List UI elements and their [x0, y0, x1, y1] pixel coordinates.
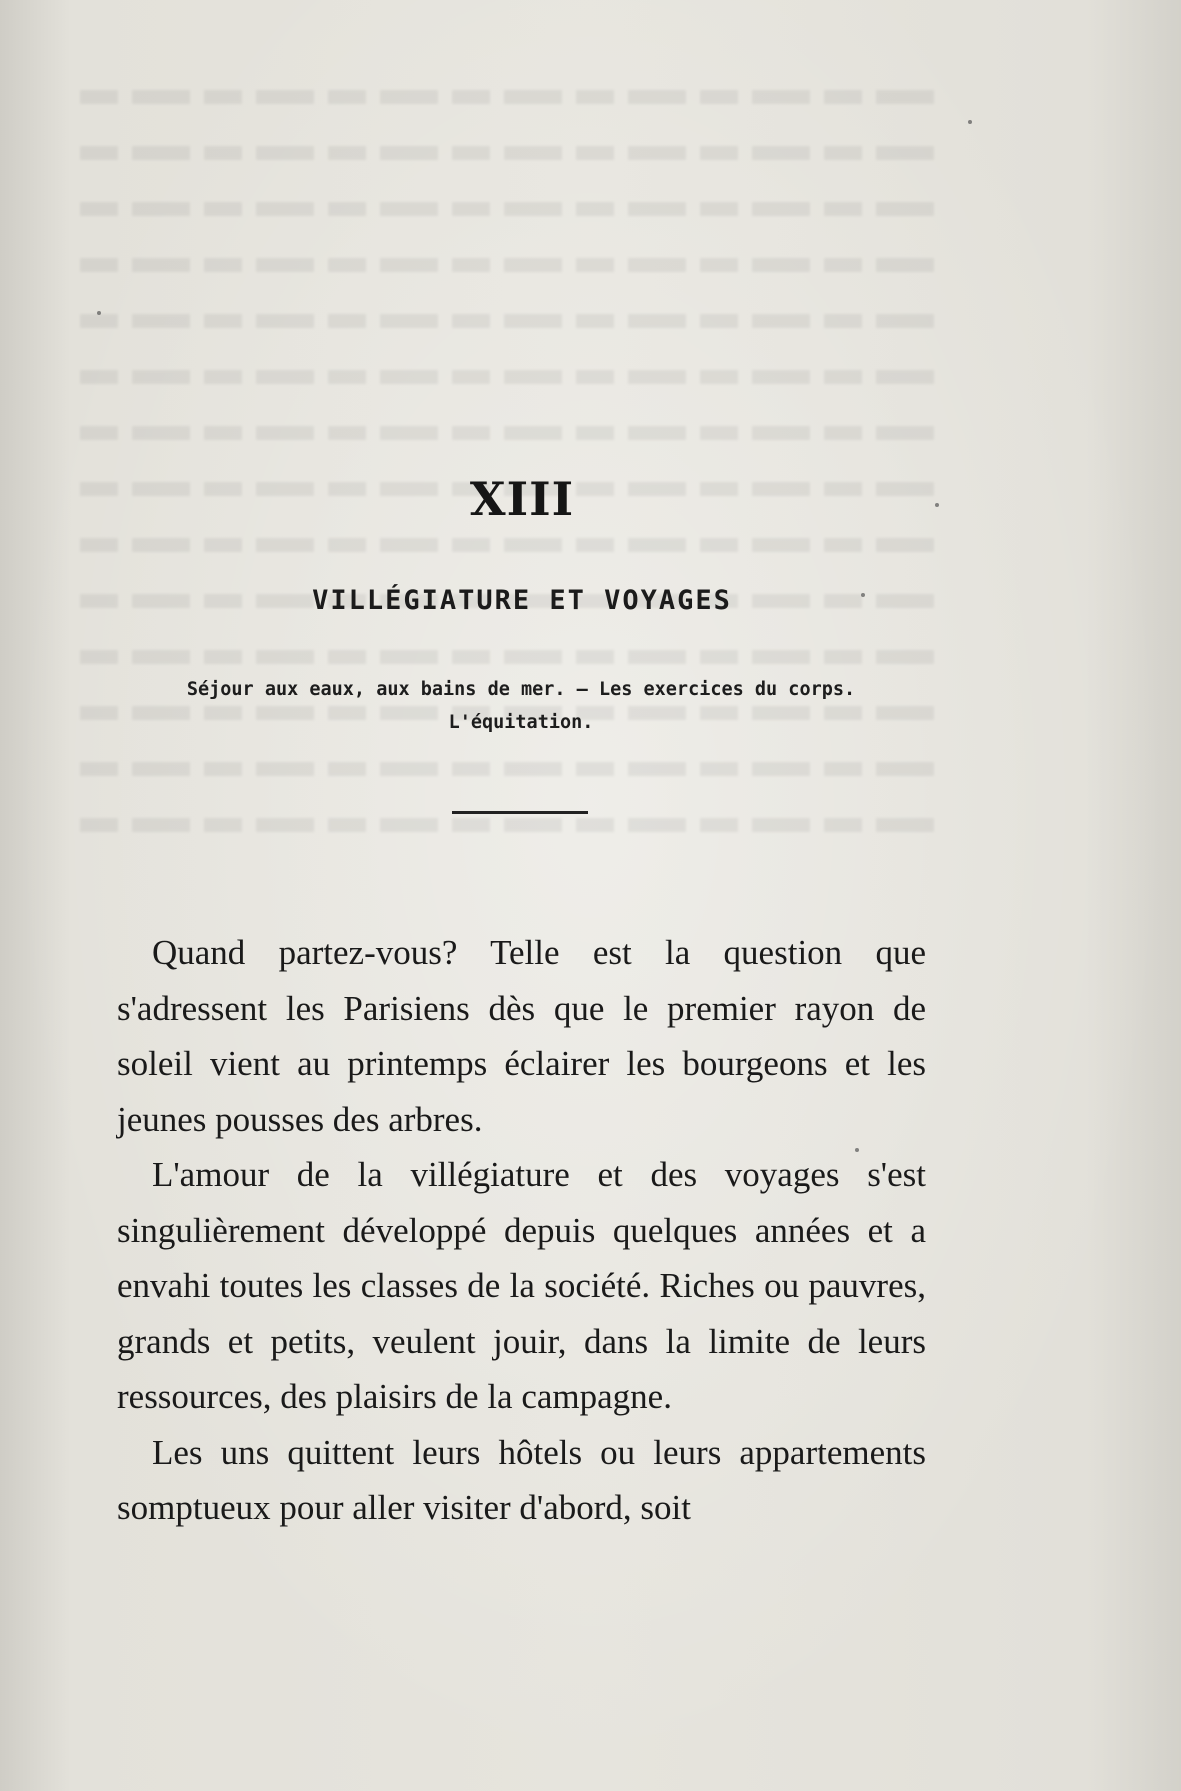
- paragraph: Quand partez-vous? Telle est la question que s'adressent les Parisiens dès que le premier rayon de soleil vient au printemps éclairer les bourgeons et les jeunes pousses des arbres.: [117, 933, 926, 1139]
- paragraph: L'amour de la villégiature et des voyages s'est singulièrement développé depuis quelques années et a envahi toutes les classes de la société. Riches ou pauvres, grands et petits, veulent jouir, dans la limite de leurs ressources, des plaisirs de la campagne.: [117, 1155, 926, 1416]
- section-divider: [452, 811, 588, 814]
- paper-speck: [861, 593, 865, 597]
- body-text: [117, 925, 926, 1536]
- paper-speck: [97, 311, 101, 315]
- paper-speck: [855, 1148, 859, 1152]
- paragraph: Les uns quittent leurs hôtels ou leurs appartements somptueux pour aller visiter d'abord, soit: [117, 1432, 926, 1527]
- chapter-title: VILLÉGIATURE ET VOYAGES: [312, 585, 732, 616]
- chapter-summary-line: L'équitation.: [448, 712, 594, 733]
- chapter-summary-line: Séjour aux eaux, aux bains de mer. — Les exercices du corps.: [186, 679, 856, 700]
- paper-speck: [968, 120, 972, 124]
- paper-speck: [935, 503, 939, 507]
- chapter-number: XIII: [469, 472, 575, 526]
- chapter-summary: [110, 673, 932, 739]
